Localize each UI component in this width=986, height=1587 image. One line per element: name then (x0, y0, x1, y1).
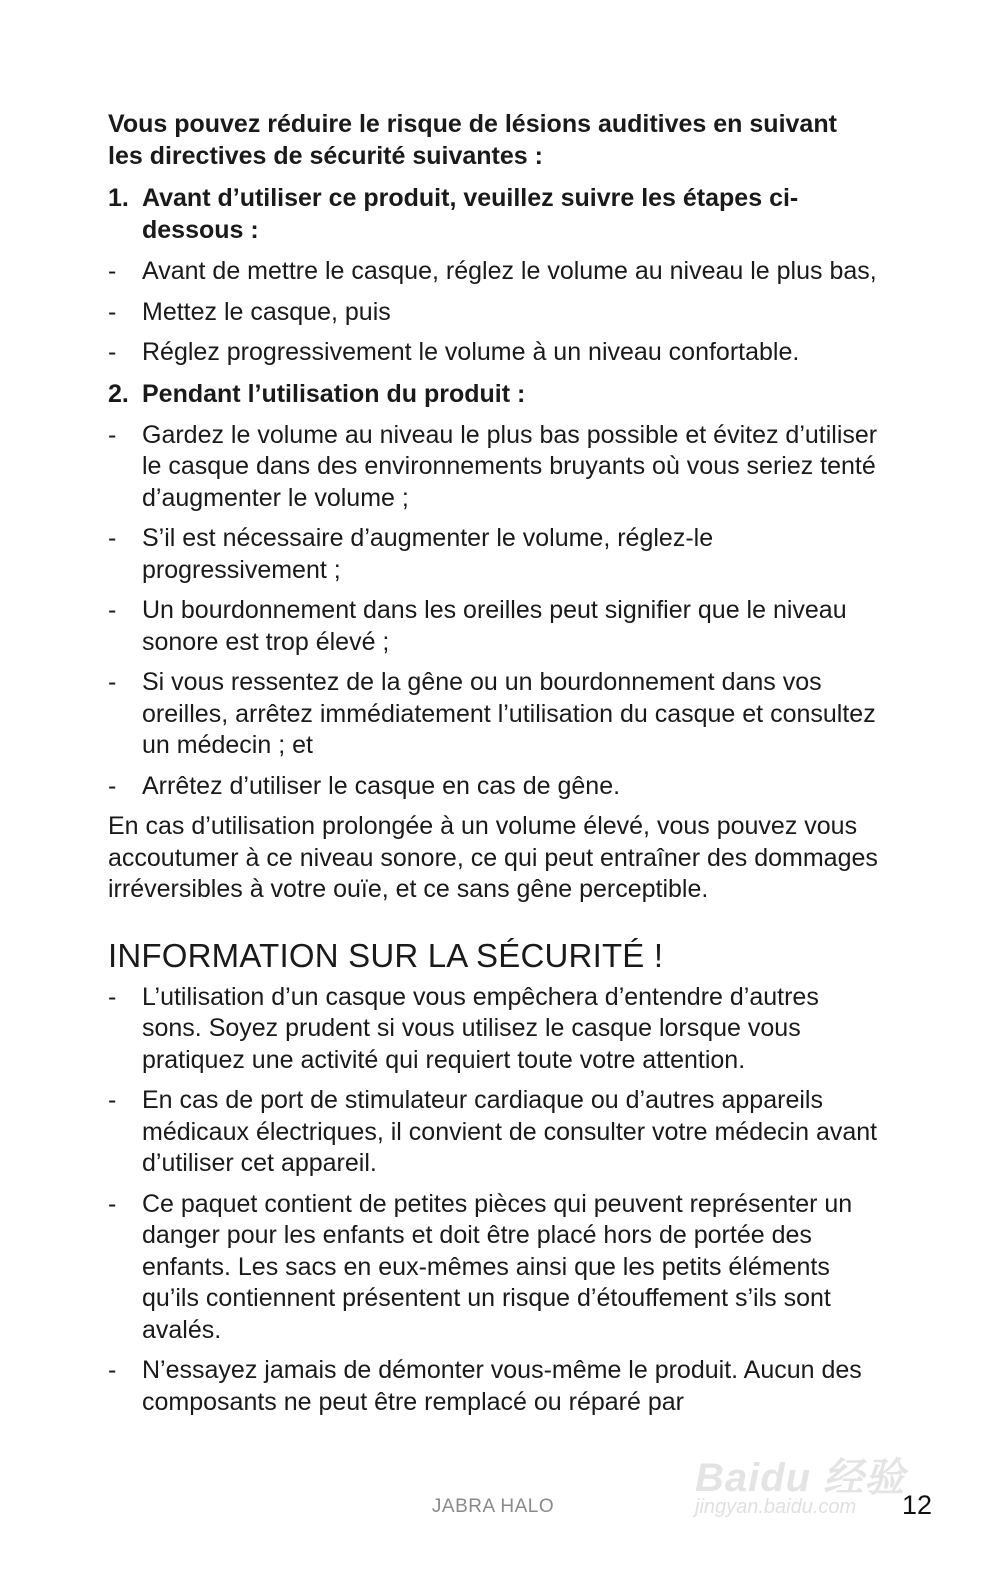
step-2-title: Pendant l’utilisation du produit : (142, 379, 526, 408)
step-2 (108, 378, 878, 410)
list-item: - Si vous ressentez de la gêne ou un bourdonnement dans vos oreilles, arrêtez immédiatement l’utilisation du casque et consultez un médecin ; et (108, 668, 876, 759)
page-number: 12 (901, 1490, 932, 1520)
step-1 (108, 182, 878, 246)
step-2-number: 2. (108, 379, 129, 408)
list-item: - Gardez le volume au niveau le plus bas possible et évitez d’utiliser le casque dans des environnements bruyants où vous seriez tenté d’augmenter le volume ; (108, 420, 878, 512)
list-item: - Réglez progressivement le volume à un niveau confortable. (108, 338, 800, 366)
list-item: - Un bourdonnement dans les oreilles peut signifier que le niveau sonore est trop élevé ; (108, 596, 847, 656)
step-1-title: Avant d’utiliser ce produit, veuillez suivre les étapes ci-dessous : (142, 184, 799, 244)
step-1-number: 1. (108, 184, 129, 212)
closing-paragraph: En cas d’utilisation prolongée à un volume élevé, vous pouvez vous accoutumer à ce niveau sonore, ce qui peut entraîner des dommages irréversibles à votre ouïe, et ce sans gêne perceptible. (108, 812, 878, 903)
list-item: - En cas de port de stimulateur cardiaque ou d’autres appareils médicaux électriques, il convient de consulter votre médecin avant d’utiliser cet appareil. (108, 1086, 878, 1177)
list-item: - Mettez le casque, puis (108, 297, 391, 326)
baidu-logo: Baidu 经验 (695, 1456, 906, 1500)
list-item: - L’utilisation d’un casque vous empêchera d’entendre d’autres sons. Soyez prudent si vous utilisez le casque lorsque vous pratiquez une activité qui requiert toute votre attention. (108, 982, 819, 1074)
list-item: - Ce paquet contient de petites pièces qui peuvent représenter un danger pour les enfants et doit être placé hors de portée des enfants. Les sacs en eux-mêmes ainsi que les petits éléments qu’ils contiennent présentent un risque d’étouffement s’ils sont avalés. (108, 1189, 853, 1344)
list-item: - S’il est nécessaire d’augmenter le volume, réglez-le progressivement ; (108, 524, 714, 584)
safety-heading: INFORMATION SUR LA SÉCURITÉ ! (108, 936, 664, 974)
list-item: - Arrêtez d’utiliser le casque en cas de gêne. (108, 771, 621, 800)
watermark-url: jingyan.baidu.com (695, 1496, 857, 1518)
footer-brand: JABRA HALO (431, 1496, 555, 1517)
document-page (108, 108, 878, 1427)
list-item: - N’essayez jamais de démonter vous-même le produit. Aucun des composants ne peut être remplacé ou réparé par (108, 1356, 862, 1416)
list-item: - Avant de mettre le casque, réglez le volume au niveau le plus bas, (108, 257, 877, 285)
intro-text: Vous pouvez réduire le risque de lésions auditives en suivant les directives de sécurité suivantes : (108, 110, 837, 170)
